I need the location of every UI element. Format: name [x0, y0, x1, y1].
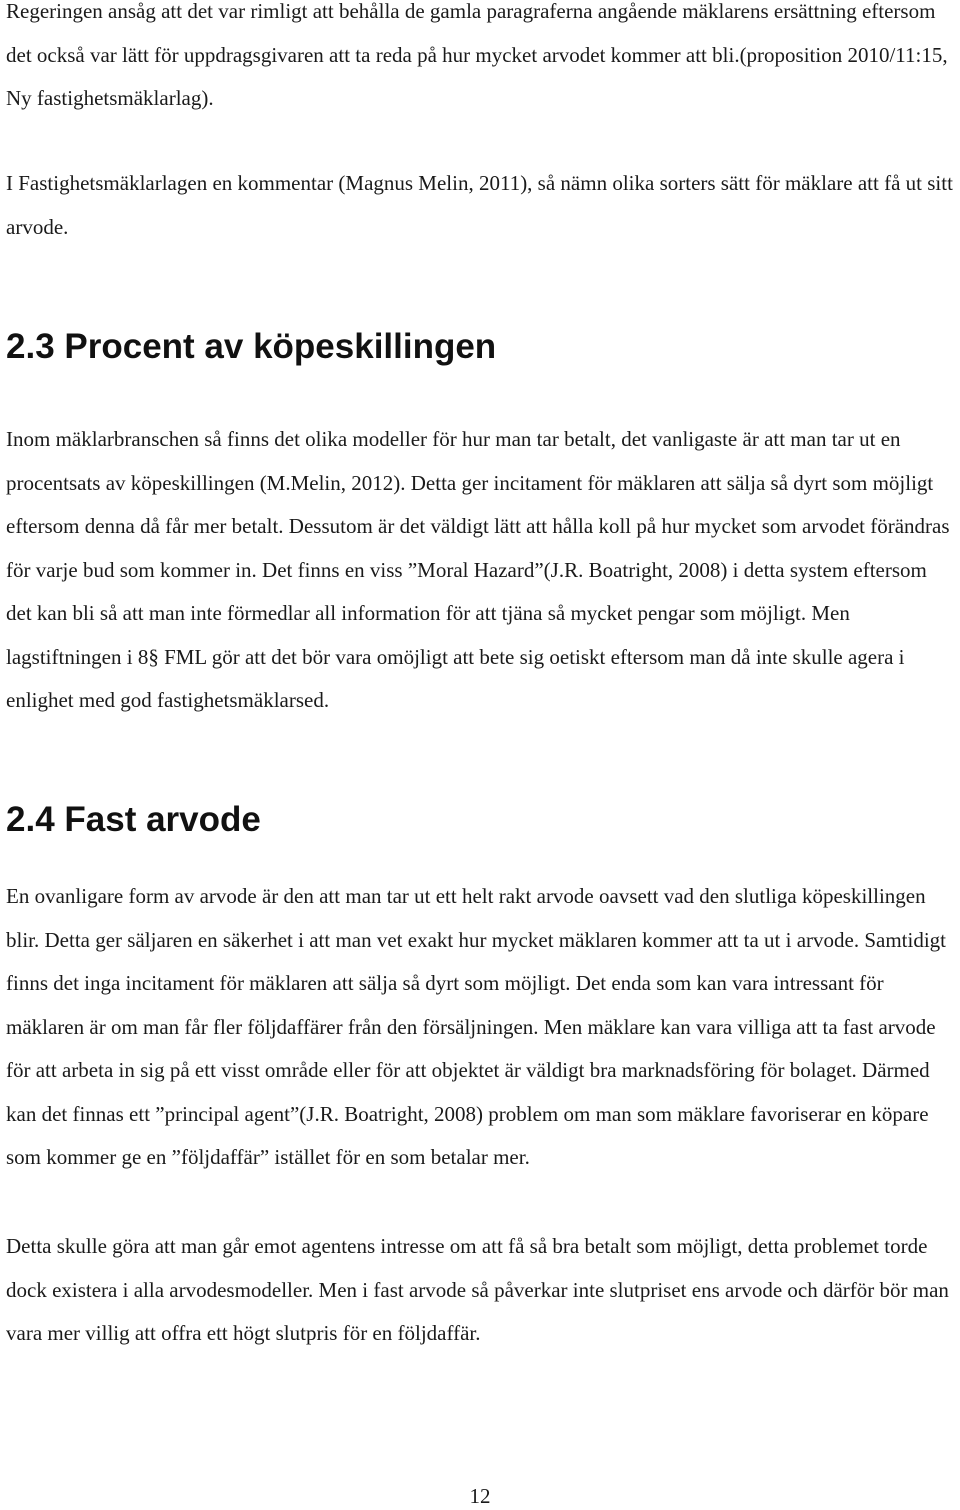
body-paragraph: Inom mäklarbranschen så finns det olika modeller för hur man tar betalt, det vanligaste är att man tar ut en procentsats av köpeskillingen (M.Melin, 2012). Detta ger incitament för mäklaren att sälja så dyrt som möjligt eftersom denna då får mer betalt. Dessutom är det väldigt lätt att hålla koll på hur mycket som arvodet förändras för varje bud som kommer in. Det finns en viss ”Moral Hazard”(J.R. Boatright, 2008) i detta system eftersom det kan bli så att man inte förmedlar all information för att tjäna så mycket pengar som möjligt. Men lagstiftningen i 8§ FML gör att det bör vara omöjligt att bete sig oetiskt eftersom man då inte skulle agera i enlighet med god fastighetsmäklarsed.	[6, 427, 950, 712]
body-paragraph: En ovanligare form av arvode är den att man tar ut ett helt rakt arvode oavsett vad den slutliga köpeskillingen blir. Detta ger säljaren en säkerhet i att man vet exakt hur mycket mäklaren kommer att ta ut i arvode. Samtidigt finns det inga incitament för mäklaren att sälja så dyrt som möjligt. Det enda som kan vara intressant för mäklaren är om man får fler följdaffärer från den försäljningen. Men mäklare kan vara villiga att ta fast arvode för att arbeta in sig på ett visst område eller för att objektet är väldigt bra marknadsföring för bolaget. Därmed kan det finnas ett ”principal agent”(J.R. Boatright, 2008) problem om man som mäklare favoriserar en köpare som kommer ge en ”följdaffär” istället för en som betalar mer.	[6, 884, 947, 1169]
body-paragraph: Regeringen ansåg att det var rimligt att behålla de gamla paragraferna angående mäklarens ersättning eftersom det också var lätt för uppdragsgivaren att ta reda på hur mycket arvodet kommer att bli.(proposition 2010/11:15, Ny fastighetsmäklarlag).	[6, 0, 948, 110]
section-heading: 2.3 Procent av köpeskillingen	[6, 327, 497, 366]
body-paragraph: Detta skulle göra att man går emot agentens intresse om att få så bra betalt som möjligt, detta problemet torde dock existera i alla arvodesmodeller. Men i fast arvode så påverkar inte slutpriset ens arvode och därför bör man vara mer villig att offra ett högt slutpris för en följdaffär.	[6, 1234, 949, 1345]
page-number: 12	[469, 1484, 491, 1508]
section-heading: 2.4 Fast arvode	[6, 800, 261, 839]
body-paragraph: I Fastighetsmäklarlagen en kommentar (Magnus Melin, 2011), så nämn olika sorters sätt för mäklare att få ut sitt arvode.	[6, 171, 953, 239]
